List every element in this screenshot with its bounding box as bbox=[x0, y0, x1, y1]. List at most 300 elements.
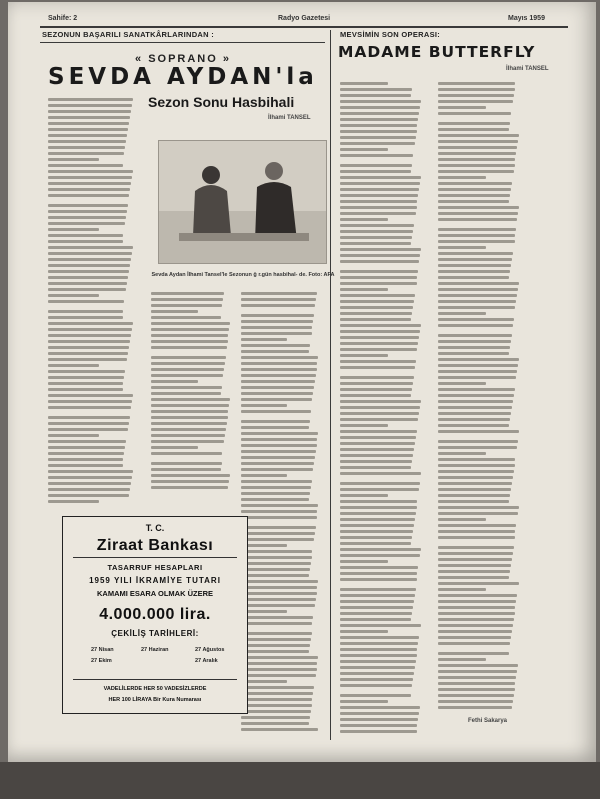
text-line bbox=[151, 292, 224, 295]
text-line bbox=[438, 140, 518, 143]
text-line bbox=[241, 326, 312, 329]
text-line bbox=[438, 706, 512, 709]
ad-country: T. C. bbox=[145, 523, 165, 533]
text-line bbox=[48, 346, 129, 349]
text-line bbox=[241, 468, 313, 471]
text-line bbox=[340, 100, 421, 103]
ad-date: 27 Nisan bbox=[91, 647, 114, 653]
text-line bbox=[241, 674, 316, 677]
text-line bbox=[340, 600, 414, 603]
text-line bbox=[241, 332, 312, 335]
text-line bbox=[340, 224, 414, 227]
text-line bbox=[438, 212, 518, 215]
text-line bbox=[438, 112, 511, 115]
text-line bbox=[438, 558, 512, 561]
text-line bbox=[241, 292, 317, 295]
text-line bbox=[241, 656, 318, 659]
text-line bbox=[48, 422, 129, 425]
text-line bbox=[151, 340, 228, 343]
text-line bbox=[438, 100, 513, 103]
text-line bbox=[241, 716, 310, 719]
text-line bbox=[241, 480, 312, 483]
text-line bbox=[241, 304, 315, 307]
text-line bbox=[340, 424, 388, 427]
text-line bbox=[340, 142, 415, 145]
text-line bbox=[151, 374, 223, 377]
text-line bbox=[340, 88, 412, 91]
text-line bbox=[48, 194, 129, 197]
text-line bbox=[340, 706, 420, 709]
text-line bbox=[438, 440, 518, 443]
text-line bbox=[241, 504, 318, 507]
paper-name: Radyo Gazetesi bbox=[278, 15, 331, 22]
text-line bbox=[48, 282, 127, 285]
text-line bbox=[438, 430, 519, 433]
text-line bbox=[48, 300, 124, 303]
text-line bbox=[438, 524, 516, 527]
text-line bbox=[340, 354, 388, 357]
text-line bbox=[241, 538, 314, 541]
text-line bbox=[340, 294, 415, 297]
text-line bbox=[241, 722, 309, 725]
text-line bbox=[48, 134, 127, 137]
article-headline: SEVDA AYDAN'la bbox=[48, 64, 318, 90]
text-line bbox=[340, 730, 417, 733]
text-line bbox=[48, 446, 125, 449]
text-line bbox=[48, 452, 124, 455]
text-line bbox=[151, 398, 230, 401]
text-line bbox=[241, 728, 318, 731]
text-line bbox=[241, 574, 309, 577]
text-line bbox=[151, 486, 228, 489]
text-line bbox=[48, 388, 123, 391]
text-line bbox=[48, 116, 130, 119]
article-subtitle: Sezon Sonu Hasbihali bbox=[148, 94, 295, 110]
text-line bbox=[340, 382, 413, 385]
middle-column-text bbox=[151, 292, 237, 492]
text-line bbox=[340, 518, 415, 521]
text-line bbox=[241, 398, 312, 401]
text-line bbox=[438, 200, 509, 203]
text-line bbox=[151, 468, 221, 471]
text-line bbox=[340, 624, 421, 627]
text-line bbox=[48, 164, 123, 167]
text-line bbox=[340, 612, 412, 615]
text-line bbox=[241, 362, 317, 365]
text-line bbox=[241, 486, 311, 489]
text-line bbox=[340, 136, 416, 139]
text-line bbox=[340, 430, 417, 433]
text-line bbox=[48, 322, 133, 325]
text-line bbox=[241, 686, 314, 689]
text-line bbox=[151, 362, 225, 365]
text-line bbox=[151, 310, 198, 313]
text-line bbox=[241, 474, 287, 477]
text-line bbox=[340, 306, 413, 309]
opera-title: MADAME BUTTERFLY bbox=[338, 43, 536, 61]
text-line bbox=[438, 164, 515, 167]
text-line bbox=[48, 352, 128, 355]
text-line bbox=[438, 324, 513, 327]
text-line bbox=[340, 124, 417, 127]
text-line bbox=[151, 404, 229, 407]
text-line bbox=[438, 570, 510, 573]
text-line bbox=[340, 724, 417, 727]
text-line bbox=[340, 454, 413, 457]
text-line bbox=[438, 482, 512, 485]
text-line bbox=[438, 294, 517, 297]
text-line bbox=[340, 194, 418, 197]
text-line bbox=[340, 448, 414, 451]
text-line bbox=[438, 670, 517, 673]
text-line bbox=[340, 254, 420, 257]
text-line bbox=[438, 82, 515, 85]
text-line bbox=[438, 146, 517, 149]
text-line bbox=[438, 682, 515, 685]
text-line bbox=[340, 242, 411, 245]
text-line bbox=[241, 444, 317, 447]
text-line bbox=[438, 194, 510, 197]
text-line bbox=[241, 380, 315, 383]
text-line bbox=[340, 270, 418, 273]
text-line bbox=[438, 400, 513, 403]
text-line bbox=[340, 230, 413, 233]
text-line bbox=[438, 564, 511, 567]
text-line bbox=[340, 460, 412, 463]
text-line bbox=[241, 426, 309, 429]
kicker-rule bbox=[40, 42, 325, 43]
text-line bbox=[438, 318, 514, 321]
text-line bbox=[438, 228, 516, 231]
text-line bbox=[340, 554, 420, 557]
text-line bbox=[151, 368, 224, 371]
text-line bbox=[438, 276, 509, 279]
text-line bbox=[48, 476, 132, 479]
left-column-text bbox=[48, 98, 140, 508]
text-line bbox=[48, 128, 128, 131]
text-line bbox=[48, 440, 126, 443]
text-line bbox=[48, 158, 99, 161]
text-line bbox=[340, 506, 417, 509]
text-line bbox=[340, 488, 419, 491]
text-line bbox=[151, 440, 224, 443]
text-line bbox=[438, 676, 516, 679]
text-line bbox=[438, 618, 514, 621]
text-line bbox=[340, 406, 420, 409]
text-line bbox=[241, 492, 310, 495]
text-line bbox=[438, 240, 515, 243]
text-line bbox=[340, 594, 415, 597]
text-line bbox=[438, 122, 510, 125]
text-line bbox=[438, 464, 515, 467]
text-line bbox=[438, 106, 486, 109]
text-line bbox=[340, 288, 388, 291]
text-line bbox=[241, 710, 311, 713]
text-line bbox=[438, 306, 515, 309]
text-line bbox=[48, 288, 126, 291]
text-line bbox=[151, 392, 221, 395]
text-line bbox=[340, 678, 413, 681]
text-line bbox=[438, 258, 512, 261]
text-line bbox=[340, 300, 414, 303]
text-line bbox=[438, 206, 519, 209]
text-line bbox=[340, 694, 411, 697]
ad-bank-name: Ziraat Bankası bbox=[96, 537, 214, 554]
text-line bbox=[340, 206, 417, 209]
ziraat-bank-advertisement bbox=[62, 516, 248, 714]
text-line bbox=[438, 312, 486, 315]
text-line bbox=[340, 218, 388, 221]
page-number: Sahife: 2 bbox=[48, 15, 78, 22]
text-line bbox=[151, 422, 227, 425]
text-line bbox=[151, 416, 228, 419]
text-line bbox=[340, 388, 412, 391]
text-line bbox=[48, 110, 131, 113]
header-rule bbox=[40, 26, 568, 28]
text-line bbox=[340, 524, 414, 527]
text-line bbox=[241, 526, 316, 529]
text-line bbox=[151, 474, 230, 477]
text-line bbox=[438, 170, 514, 173]
text-line bbox=[438, 300, 516, 303]
text-line bbox=[151, 452, 222, 455]
text-line bbox=[438, 334, 512, 337]
text-line bbox=[48, 204, 128, 207]
text-line bbox=[438, 600, 516, 603]
text-line bbox=[151, 316, 221, 319]
text-line bbox=[48, 334, 131, 337]
text-line bbox=[438, 582, 519, 585]
opera-column-2-text bbox=[438, 82, 526, 712]
ad-date: 27 Haziran bbox=[141, 647, 169, 653]
text-line bbox=[241, 516, 317, 519]
text-line bbox=[438, 358, 519, 361]
text-line bbox=[48, 310, 123, 313]
text-line bbox=[438, 664, 518, 667]
text-line bbox=[241, 580, 318, 583]
text-line bbox=[340, 654, 417, 657]
text-line bbox=[438, 606, 515, 609]
text-line bbox=[48, 264, 130, 267]
text-line bbox=[241, 374, 316, 377]
text-line bbox=[241, 386, 314, 389]
text-line bbox=[241, 598, 316, 601]
text-line bbox=[151, 356, 226, 359]
text-line bbox=[438, 288, 518, 291]
text-line bbox=[241, 438, 317, 441]
text-line bbox=[340, 236, 412, 239]
text-line bbox=[48, 270, 129, 273]
text-line bbox=[438, 412, 511, 415]
text-line bbox=[48, 140, 126, 143]
text-line bbox=[340, 260, 419, 263]
text-line bbox=[438, 388, 515, 391]
text-line bbox=[438, 588, 486, 591]
text-line bbox=[48, 488, 130, 491]
text-line bbox=[438, 152, 516, 155]
text-line bbox=[241, 662, 317, 665]
text-line bbox=[48, 340, 130, 343]
text-line bbox=[340, 712, 419, 715]
text-line bbox=[48, 258, 131, 261]
text-line bbox=[48, 152, 124, 155]
text-line bbox=[340, 472, 421, 475]
text-line bbox=[241, 644, 310, 647]
text-line bbox=[438, 406, 512, 409]
ad-footer-2: HER 100 LİRAYA Bir Kura Numarası bbox=[108, 697, 202, 703]
text-line bbox=[48, 458, 123, 461]
text-line bbox=[340, 276, 417, 279]
text-line bbox=[438, 340, 511, 343]
text-line bbox=[241, 368, 317, 371]
text-line bbox=[48, 252, 132, 255]
text-line bbox=[241, 622, 312, 625]
text-line bbox=[241, 638, 311, 641]
text-line bbox=[241, 392, 313, 395]
text-line bbox=[241, 450, 316, 453]
text-line bbox=[340, 718, 418, 721]
text-line bbox=[241, 704, 312, 707]
text-line bbox=[48, 370, 125, 373]
text-line bbox=[438, 630, 512, 633]
text-line bbox=[340, 318, 411, 321]
text-line bbox=[340, 248, 421, 251]
text-line bbox=[151, 346, 227, 349]
text-line bbox=[438, 470, 514, 473]
text-line bbox=[340, 672, 414, 675]
text-line bbox=[438, 530, 515, 533]
text-line bbox=[340, 588, 416, 591]
ad-amount: 4.000.000 lira. bbox=[99, 606, 211, 623]
text-line bbox=[340, 188, 419, 191]
text-line bbox=[48, 316, 123, 319]
text-line bbox=[241, 592, 317, 595]
text-line bbox=[241, 668, 317, 671]
text-line bbox=[241, 462, 314, 465]
text-line bbox=[241, 356, 318, 359]
text-line bbox=[340, 118, 418, 121]
text-line bbox=[438, 658, 486, 661]
text-line bbox=[241, 404, 287, 407]
left-kicker: SEZONUN BAŞARILI SANATKÂRLARINDAN : bbox=[42, 30, 215, 39]
text-line bbox=[241, 344, 310, 347]
text-line bbox=[438, 264, 511, 267]
ad-line-3: KAMAMI ESARA OLMAK ÜZERE bbox=[97, 589, 213, 598]
text-line bbox=[438, 176, 486, 179]
text-line bbox=[438, 282, 519, 285]
text-line bbox=[438, 424, 509, 427]
text-line bbox=[151, 298, 223, 301]
text-line bbox=[340, 436, 416, 439]
text-line bbox=[438, 458, 515, 461]
ad-divider bbox=[73, 679, 237, 680]
text-line bbox=[340, 336, 419, 339]
text-line bbox=[241, 550, 312, 553]
text-line bbox=[438, 134, 519, 137]
text-line bbox=[438, 234, 515, 237]
text-line bbox=[340, 684, 412, 687]
text-line bbox=[340, 494, 388, 497]
text-line bbox=[438, 546, 514, 549]
text-line bbox=[438, 394, 514, 397]
text-line bbox=[241, 650, 309, 653]
text-line bbox=[151, 434, 225, 437]
text-line bbox=[438, 158, 515, 161]
text-line bbox=[48, 482, 131, 485]
text-line bbox=[48, 500, 99, 503]
text-line bbox=[340, 130, 417, 133]
text-line bbox=[151, 462, 222, 465]
text-line bbox=[340, 500, 417, 503]
text-line bbox=[241, 338, 287, 341]
text-line bbox=[48, 234, 123, 237]
text-line bbox=[151, 380, 198, 383]
text-line bbox=[438, 382, 486, 385]
text-line bbox=[48, 122, 129, 125]
left-byline: İlhami TANSEL bbox=[268, 115, 311, 121]
text-line bbox=[438, 576, 509, 579]
issue-date: Mayıs 1959 bbox=[508, 15, 545, 22]
text-line bbox=[438, 624, 513, 627]
text-line bbox=[438, 476, 513, 479]
text-line bbox=[48, 146, 125, 149]
text-line bbox=[241, 410, 311, 413]
text-line bbox=[48, 240, 123, 243]
text-line bbox=[340, 642, 418, 645]
text-line bbox=[48, 98, 133, 101]
text-line bbox=[241, 532, 315, 535]
text-line bbox=[48, 294, 99, 297]
text-line bbox=[340, 176, 421, 179]
text-line bbox=[340, 636, 419, 639]
text-line bbox=[438, 188, 511, 191]
text-line bbox=[48, 464, 123, 467]
text-line bbox=[438, 642, 510, 645]
text-line bbox=[438, 512, 518, 515]
text-line bbox=[438, 694, 514, 697]
text-line bbox=[48, 216, 126, 219]
text-line bbox=[48, 222, 125, 225]
text-line bbox=[48, 416, 130, 419]
text-line bbox=[438, 652, 509, 655]
text-line bbox=[340, 164, 412, 167]
text-line bbox=[48, 494, 129, 497]
text-line bbox=[340, 282, 417, 285]
text-line bbox=[340, 360, 416, 363]
text-line bbox=[48, 328, 132, 331]
column-divider bbox=[330, 30, 331, 740]
text-line bbox=[48, 394, 133, 397]
text-line bbox=[48, 406, 131, 409]
table-surface bbox=[0, 762, 600, 799]
text-line bbox=[340, 94, 411, 97]
text-line bbox=[340, 412, 419, 415]
text-line bbox=[340, 324, 421, 327]
text-line bbox=[438, 218, 517, 221]
text-line bbox=[340, 366, 415, 369]
text-line bbox=[340, 482, 420, 485]
text-line bbox=[340, 182, 420, 185]
text-line bbox=[340, 548, 421, 551]
text-line bbox=[340, 700, 388, 703]
text-line bbox=[151, 410, 228, 413]
text-line bbox=[48, 182, 131, 185]
text-line bbox=[241, 432, 318, 435]
text-line bbox=[241, 498, 309, 501]
text-line bbox=[241, 510, 317, 513]
text-line bbox=[48, 170, 133, 173]
text-line bbox=[438, 494, 510, 497]
